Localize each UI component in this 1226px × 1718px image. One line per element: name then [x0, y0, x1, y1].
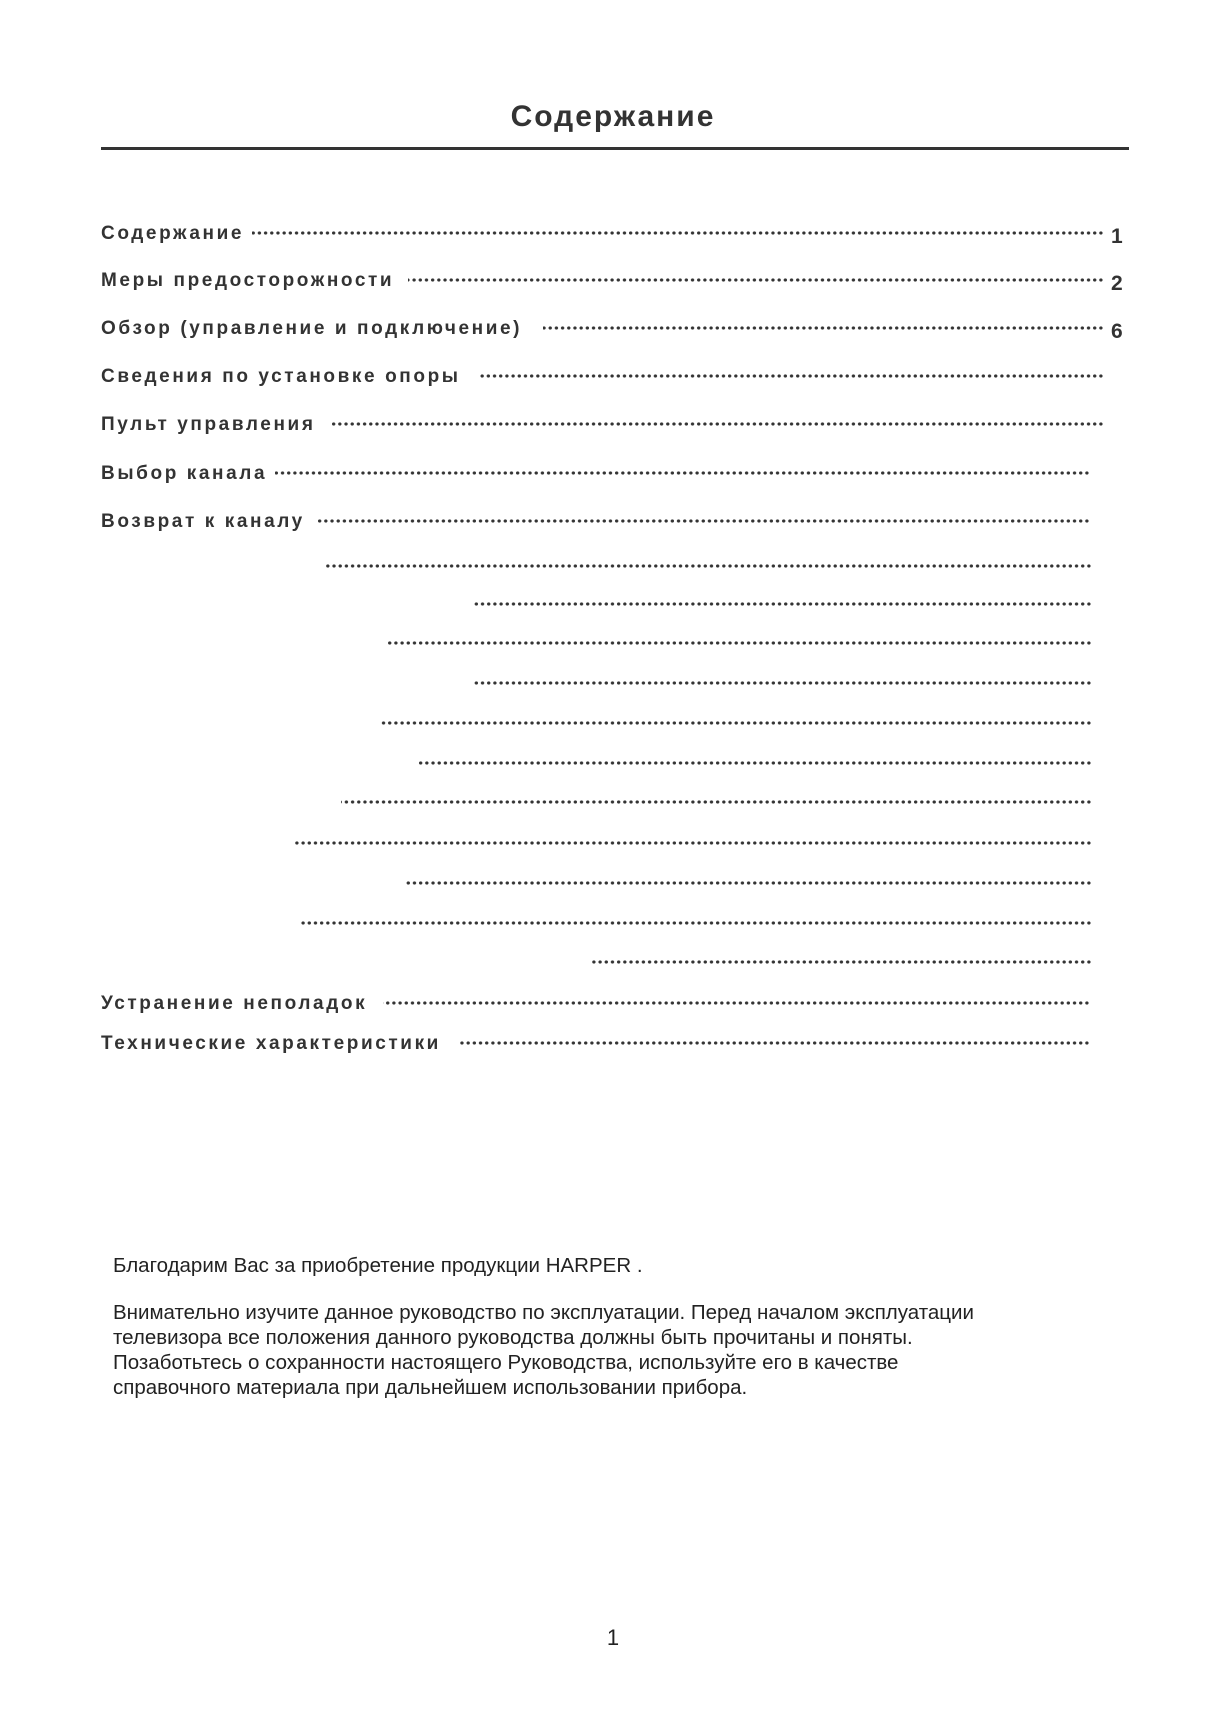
toc-entry-label: Пульт управления [101, 414, 316, 435]
toc-entry [0, 669, 1226, 699]
toc-dot-leader [592, 959, 1092, 965]
toc-entry [0, 552, 1226, 582]
toc-entry-label: Сведения по установке опоры [101, 366, 461, 387]
toc-entry [0, 749, 1226, 779]
toc-entry-page: 6 [1111, 320, 1123, 343]
toc-dot-leader [383, 1000, 1090, 1006]
toc-entry-page: 1 [1111, 225, 1123, 248]
toc-dot-leader [404, 880, 1092, 886]
toc-entry-label: Устранение неполадок [101, 993, 368, 1014]
toc-dot-leader [473, 680, 1092, 686]
toc-entry [0, 989, 1226, 1019]
toc-dot-leader [330, 421, 1104, 427]
toc-entry [0, 590, 1226, 620]
toc-entry [0, 219, 1226, 249]
toc-entry [0, 709, 1226, 739]
toc-entry-label: Возврат к каналу [101, 511, 305, 532]
toc-entry [0, 266, 1226, 296]
toc-dot-leader [419, 760, 1092, 766]
toc-entry [0, 507, 1226, 537]
toc-dot-leader [301, 920, 1092, 926]
intro-body-line: Позаботьтесь о сохранности настоящего Руководства, используйте его в качестве [113, 1351, 899, 1374]
toc-entry-label: Содержание [101, 223, 245, 244]
toc-dot-leader [473, 601, 1092, 607]
toc-dot-leader [316, 518, 1090, 524]
toc-dot-leader [460, 1040, 1090, 1046]
toc-dot-leader [543, 325, 1104, 331]
toc-dot-leader [479, 373, 1104, 379]
toc-entry [0, 314, 1226, 344]
toc-entry [0, 948, 1226, 978]
toc-dot-leader [326, 563, 1092, 569]
toc-entry-label: Меры предосторожности [101, 270, 395, 291]
intro-thanks: Благодарим Вас за приобретение продукции HARPER . [113, 1254, 643, 1277]
toc-entry [0, 362, 1226, 392]
page-number: 1 [606, 1625, 620, 1650]
toc-entry [0, 829, 1226, 859]
intro-body-line: справочного материала при дальнейшем использовании прибора. [113, 1376, 748, 1399]
toc-dot-leader [252, 230, 1104, 236]
toc-entry [0, 629, 1226, 659]
intro-text-block [113, 1253, 1133, 1400]
toc-entry-page: 2 [1111, 272, 1123, 295]
title-divider [101, 147, 1129, 150]
page-title: Содержание [510, 100, 716, 133]
toc-entry [0, 410, 1226, 440]
intro-body [113, 1300, 1133, 1400]
toc-dot-leader [408, 277, 1104, 283]
toc-entry [0, 1029, 1226, 1059]
toc-entry-label: Обзор (управление и подключение) [101, 318, 523, 339]
toc-dot-leader [379, 720, 1092, 726]
intro-body-line: телевизора все положения данного руководства должны быть прочитаны и поняты. [113, 1326, 913, 1349]
toc-dot-leader [294, 840, 1092, 846]
toc-entry [0, 459, 1226, 489]
toc-entry [0, 788, 1226, 818]
toc-dot-leader [388, 640, 1092, 646]
intro-body-line: Внимательно изучите данное руководство по эксплуатации. Перед началом эксплуатации [113, 1301, 974, 1324]
toc-entry-label: Выбор канала [101, 463, 268, 484]
toc-entry [0, 869, 1226, 899]
toc-dot-leader [275, 470, 1090, 476]
toc-entry [0, 909, 1226, 939]
toc-entry-label: Технические характеристики [101, 1033, 441, 1054]
toc-dot-leader [341, 799, 1092, 805]
